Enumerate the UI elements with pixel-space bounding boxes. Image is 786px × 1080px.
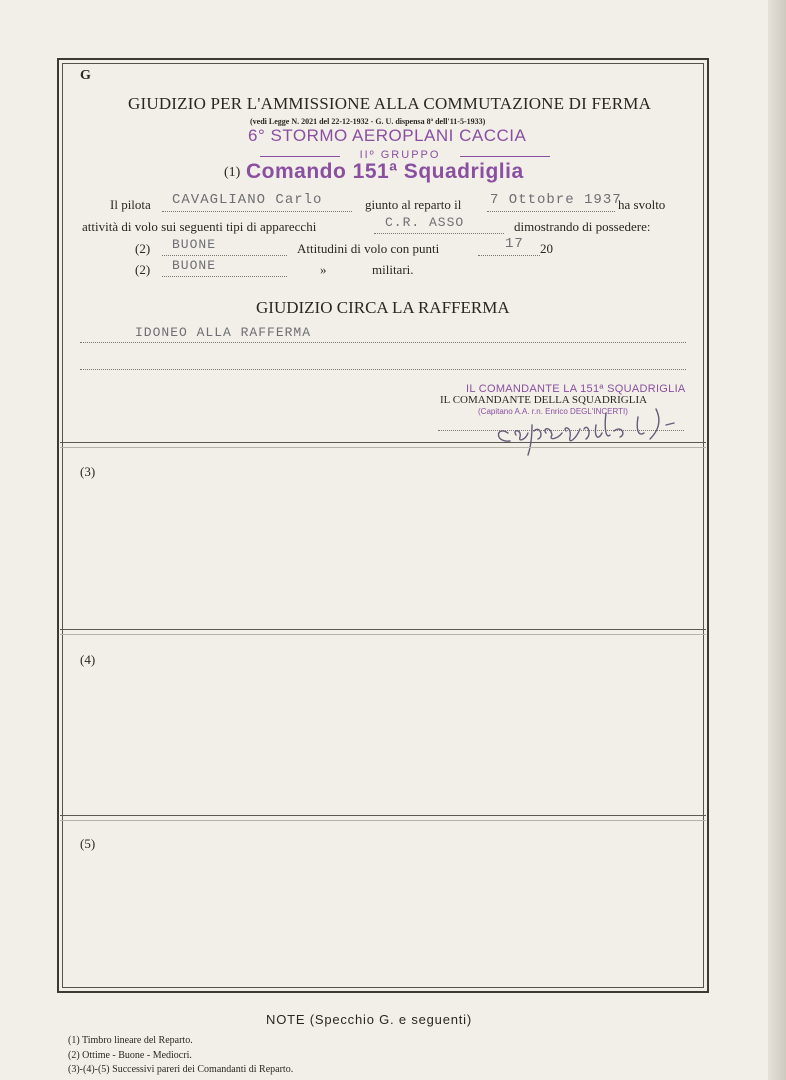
notes-heading: NOTE (Specchio G. e seguenti) bbox=[266, 1012, 472, 1027]
aircraft-suffix: dimostrando di possedere: bbox=[514, 219, 651, 234]
note-item-2: (2) Ottime - Buone - Mediocri. bbox=[68, 1050, 192, 1061]
stamp-comando: Comando 151ª Squadriglia bbox=[246, 160, 524, 183]
stamp-stormo: 6° STORMO AEROPLANI CACCIA bbox=[248, 126, 527, 145]
military-text: militari. bbox=[372, 262, 414, 277]
points-line bbox=[478, 255, 540, 256]
note-item-1: (1) Timbro lineare del Reparto. bbox=[68, 1035, 193, 1046]
section-5-marker: (5) bbox=[80, 836, 96, 851]
arrival-date: 7 Ottobre 1937 bbox=[490, 192, 622, 208]
pilot-name-line bbox=[162, 211, 352, 212]
form-title: GIUDIZIO PER L'AMMISSIONE ALLA COMMUTAZIONE DI FERMA bbox=[128, 94, 652, 113]
rafferma-judgment: IDONEO ALLA RAFFERMA bbox=[135, 325, 312, 340]
section-divider-top bbox=[60, 442, 706, 443]
form-letter: G bbox=[80, 68, 91, 83]
military-rating: BUONE bbox=[172, 258, 217, 273]
rafferma-line-2 bbox=[80, 369, 686, 370]
rafferma-heading: GIUDIZIO CIRCA LA RAFFERMA bbox=[256, 298, 510, 317]
stamp-gruppo: IIº GRUPPO bbox=[340, 149, 460, 161]
pilot-name: CAVAGLIANO Carlo bbox=[172, 192, 323, 208]
stamp-commander-name: (Capitano A.A. r.n. Enrico DEGL'INCERTI) bbox=[478, 407, 628, 416]
note-marker-1: (1) bbox=[224, 165, 241, 180]
aircraft-line bbox=[374, 233, 504, 234]
activity-text: ha svolto bbox=[618, 197, 666, 212]
points-max: 20 bbox=[540, 241, 553, 256]
points-value: 17 bbox=[505, 236, 524, 252]
section-divider-4-5 bbox=[60, 815, 706, 816]
section-divider-4-5-inner bbox=[60, 820, 706, 821]
flight-rating: BUONE bbox=[172, 237, 217, 252]
flight-rating-line bbox=[162, 255, 287, 256]
section-divider-top-inner bbox=[60, 447, 706, 448]
aircraft-types: C.R. ASSO bbox=[385, 215, 465, 230]
note-marker-2a: (2) bbox=[135, 241, 151, 256]
ditto-mark: » bbox=[320, 262, 327, 277]
paper-fold-edge bbox=[768, 0, 786, 1080]
handwritten-signature bbox=[488, 395, 688, 460]
section-3-marker: (3) bbox=[80, 464, 96, 479]
arrival-text: giunto al reparto il bbox=[365, 197, 462, 212]
section-divider-3-4-inner bbox=[60, 634, 706, 635]
flight-text: Attitudini di volo con punti bbox=[297, 241, 440, 256]
legal-reference: (vedi Legge N. 2021 del 22-12-1932 - G. U. dispensa 8ª dell'11-5-1933) bbox=[250, 117, 486, 126]
commander-label: IL COMANDANTE DELLA SQUADRIGLIA bbox=[440, 394, 648, 406]
rafferma-line-1 bbox=[80, 342, 686, 343]
stamp-commander: IL COMANDANTE LA 151ª SQUADRIGLIA bbox=[466, 383, 686, 395]
note-marker-2b: (2) bbox=[135, 262, 151, 277]
military-rating-line bbox=[162, 276, 287, 277]
section-divider-3-4 bbox=[60, 629, 706, 630]
note-item-3: (3)-(4)-(5) Successivi pareri dei Comandanti di Reparto. bbox=[68, 1064, 294, 1075]
pilot-prefix: Il pilota bbox=[110, 197, 151, 212]
section-4-marker: (4) bbox=[80, 652, 96, 667]
aircraft-prefix: attività di volo sui seguenti tipi di apparecchi bbox=[82, 219, 317, 234]
arrival-date-line bbox=[487, 211, 615, 212]
